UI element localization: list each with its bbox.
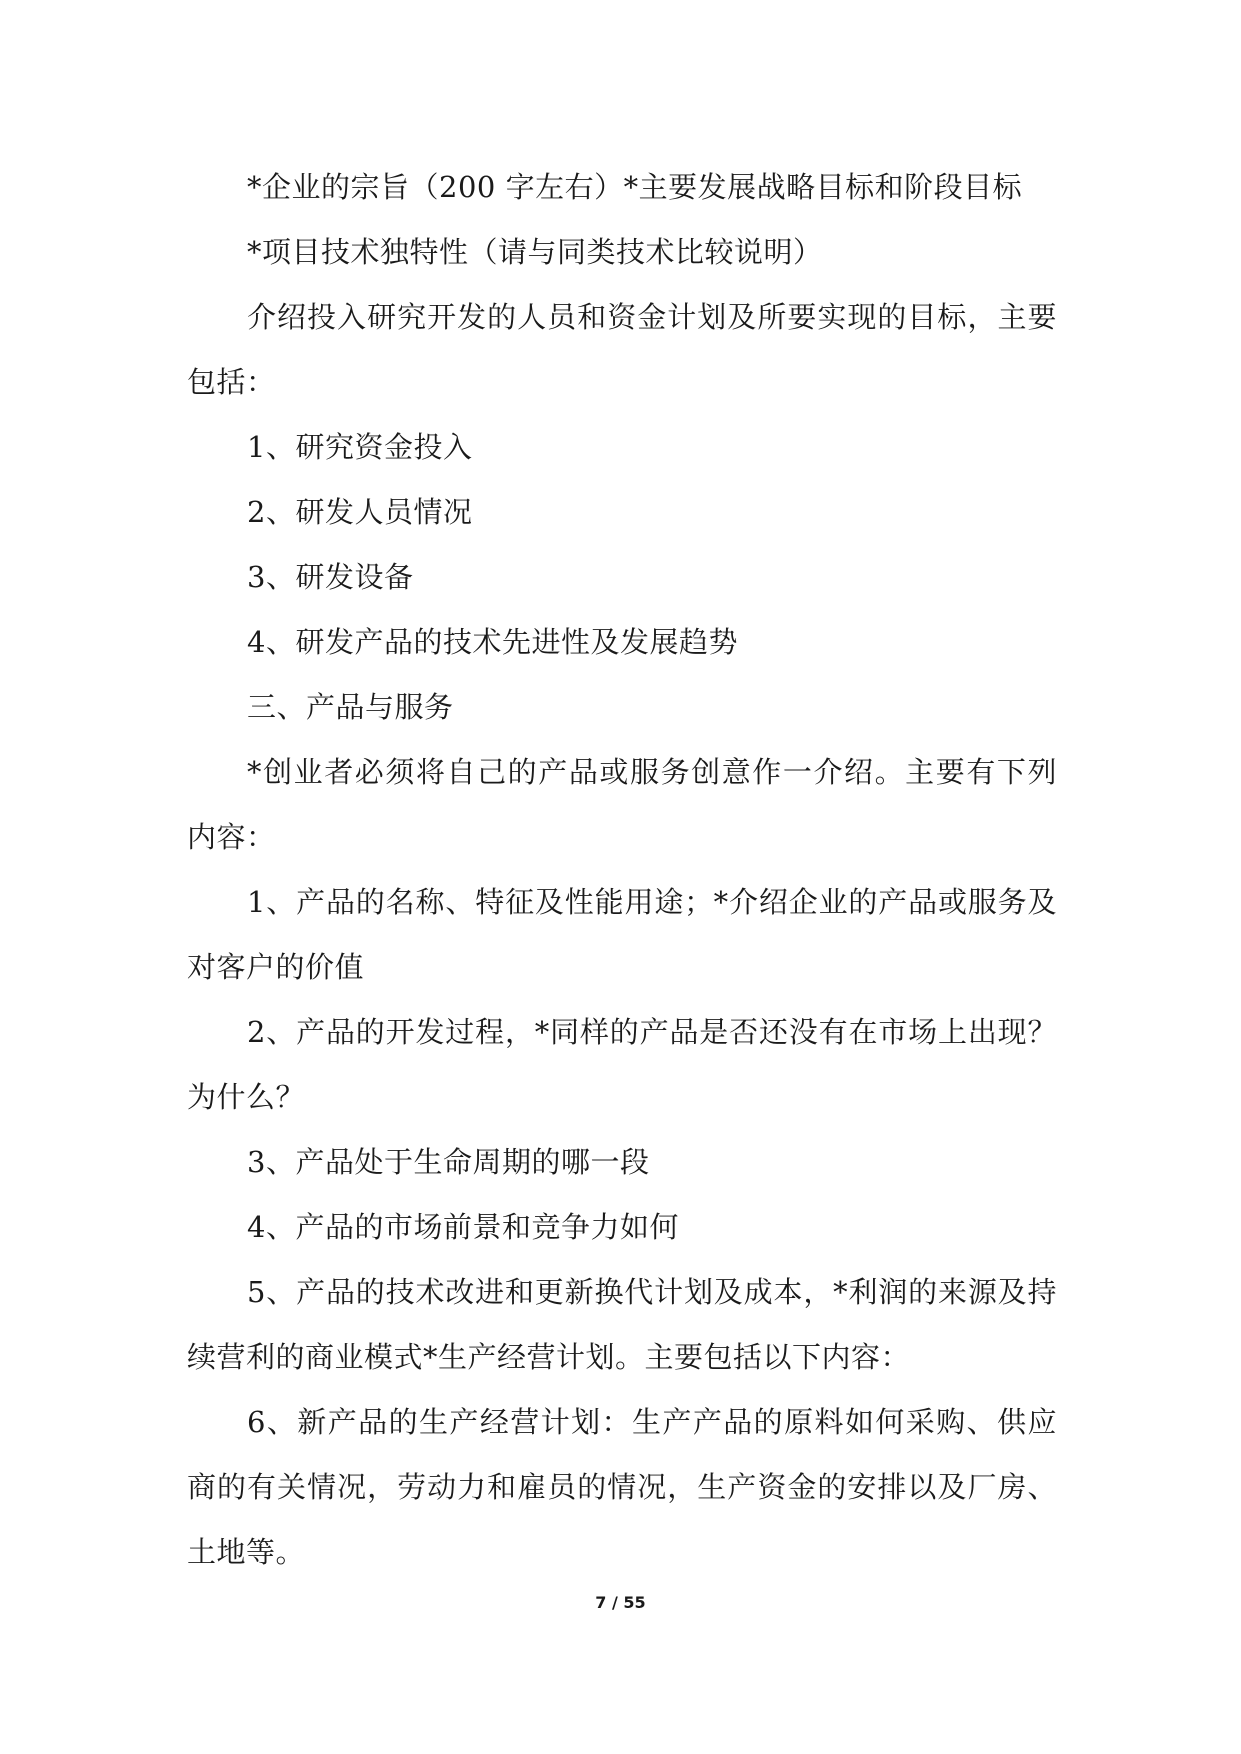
paragraph-tech-uniqueness: *项目技术独特性（请与同类技术比较说明） — [247, 235, 823, 269]
section-heading-products-services: 三、产品与服务 — [247, 690, 454, 724]
list-item-product-market: 4、产品的市场前景和竞争力如何 — [247, 1210, 679, 1244]
list-item-rd-staff: 2、研发人员情况 — [247, 495, 473, 529]
paragraph-rd-intro: 介绍投入研究开发的人员和资金计划及所要实现的目标，主要包括： — [187, 300, 1057, 399]
list-item-product-development: 2、产品的开发过程，*同样的产品是否还没有在市场上出现？为什么？ — [187, 1015, 1057, 1114]
list-item-product-name: 1、产品的名称、特征及性能用途；*介绍企业的产品或服务及对客户的价值 — [187, 885, 1057, 984]
document-body — [187, 155, 1057, 1585]
page-number: 7 / 55 — [595, 1593, 646, 1612]
list-item-rd-trends: 4、研发产品的技术先进性及发展趋势 — [247, 625, 738, 659]
paragraph-company-purpose: *企业的宗旨（200 字左右）*主要发展战略目标和阶段目标 — [247, 170, 1023, 204]
list-item-rd-funding: 1、研究资金投入 — [247, 430, 473, 464]
list-item-product-lifecycle: 3、产品处于生命周期的哪一段 — [247, 1145, 650, 1179]
list-item-rd-equipment: 3、研发设备 — [247, 560, 414, 594]
list-item-production-plan: 6、新产品的生产经营计划：生产产品的原料如何采购、供应商的有关情况，劳动力和雇员的情况，生产资金的安排以及厂房、土地等。 — [187, 1405, 1057, 1569]
list-item-product-improvement: 5、产品的技术改进和更新换代计划及成本，*利润的来源及持续营利的商业模式*生产经营计划。主要包括以下内容： — [187, 1275, 1057, 1374]
paragraph-products-intro: *创业者必须将自己的产品或服务创意作一介绍。主要有下列内容： — [187, 755, 1057, 854]
